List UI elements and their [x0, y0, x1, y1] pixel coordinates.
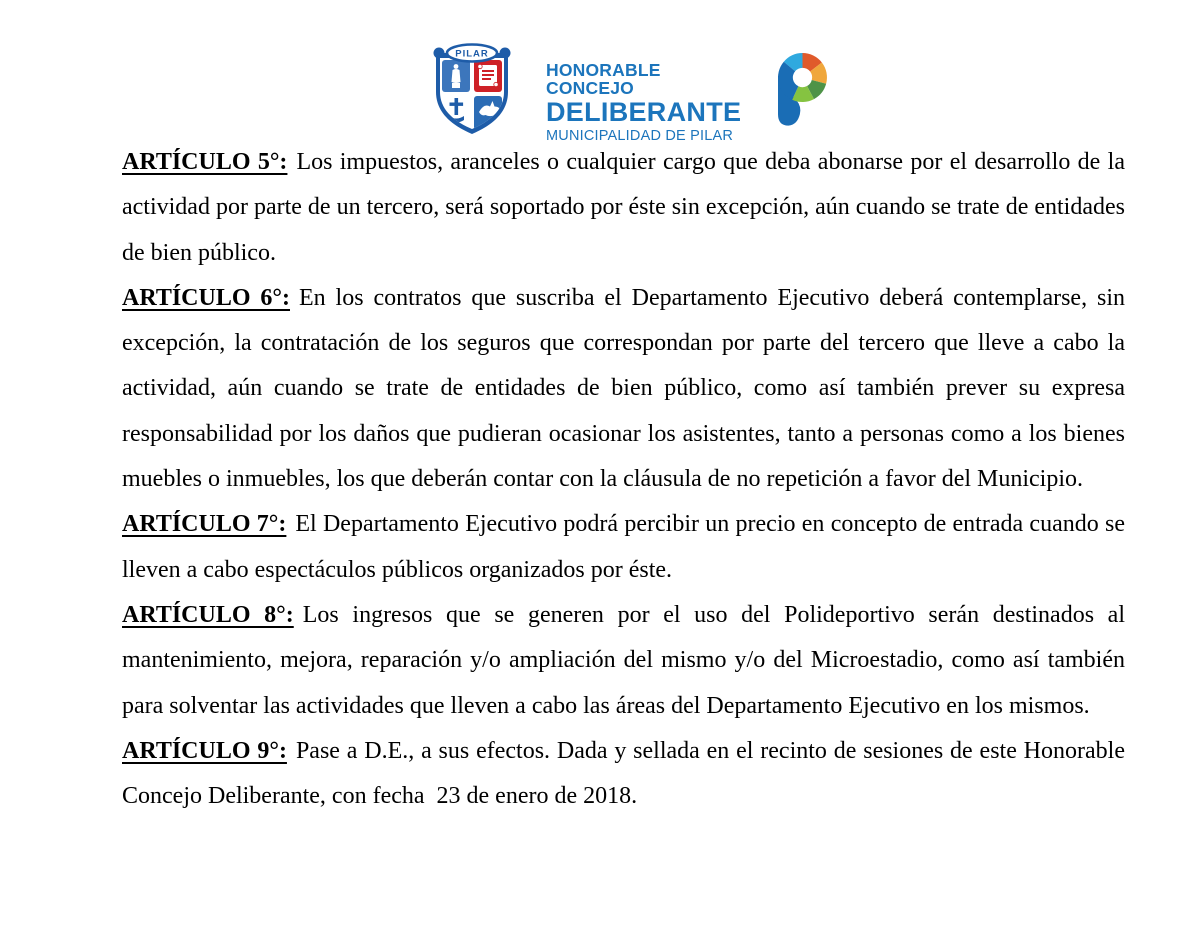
article-5-text: Los impuestos, aranceles o cualquier cargo que deba abonarse por el desarrollo de la actividad por parte de un tercero, será soportado por éste sin excepción, aún cuando se trate de entidades de bien público.	[122, 149, 1131, 266]
article-8-label: ARTÍCULO 8°:	[122, 601, 294, 628]
pilar-coat-of-arms-icon	[427, 38, 517, 142]
pilar-p-logo-icon	[764, 44, 834, 132]
article-8-text: Los ingresos que se generen por el uso del Polideportivo serán destinados al mantenimiento, mejora, reparación y/o ampliación del mismo y/o del Microestadio, como así también para solventar las actividades que lleven a cabo las áreas del Departamento Ejecutivo en los mismos.	[122, 601, 1131, 719]
org-line-2: DELIBERANTE	[546, 97, 742, 127]
article-6-text: En los contratos que suscriba el Departamento Ejecutivo deberá contemplarse, sin excepción, la contratación de los seguros que correspondan por parte del tercero que lleve a cabo la actividad, aún cuando se trate de entidades de bien público, como así también prever su expresa responsabilidad por los daños que pudieran ocasionar los asistentes, tanto a personas como a los bienes muebles o inmuebles, los que deberán contar con la cláusula de no repetición a favor del Municipio.	[122, 284, 1131, 493]
article-5-label: ARTÍCULO 5°:	[122, 149, 288, 175]
article-6-label: ARTÍCULO 6°:	[122, 284, 290, 311]
article-6	[122, 276, 1131, 502]
scroll-icon	[478, 64, 498, 86]
article-7	[122, 502, 1131, 593]
org-name-block	[546, 60, 742, 144]
article-5	[122, 140, 1131, 276]
document-header	[0, 0, 1198, 150]
article-9	[122, 729, 1131, 820]
article-9-text: Pase a D.E., a sus efectos. Dada y sellada en el recinto de sesiones de este Honorable Concejo Deliberante, con fecha 23 de enero de 2018.	[122, 737, 1131, 810]
article-8	[122, 593, 1131, 729]
article-7-label: ARTÍCULO 7°:	[122, 511, 287, 538]
article-7-text: El Departamento Ejecutivo podrá percibir un precio en concepto de entrada cuando se lleven a cabo espectáculos públicos organizados por éste.	[122, 511, 1131, 583]
shield-banner-text: PILAR	[455, 48, 489, 60]
org-line-3: MUNICIPALIDAD DE PILAR	[546, 128, 734, 144]
org-line-1: HONORABLE CONCEJO	[546, 60, 661, 98]
ordinance-text	[122, 140, 1131, 819]
article-9-label: ARTÍCULO 9°:	[122, 737, 287, 764]
